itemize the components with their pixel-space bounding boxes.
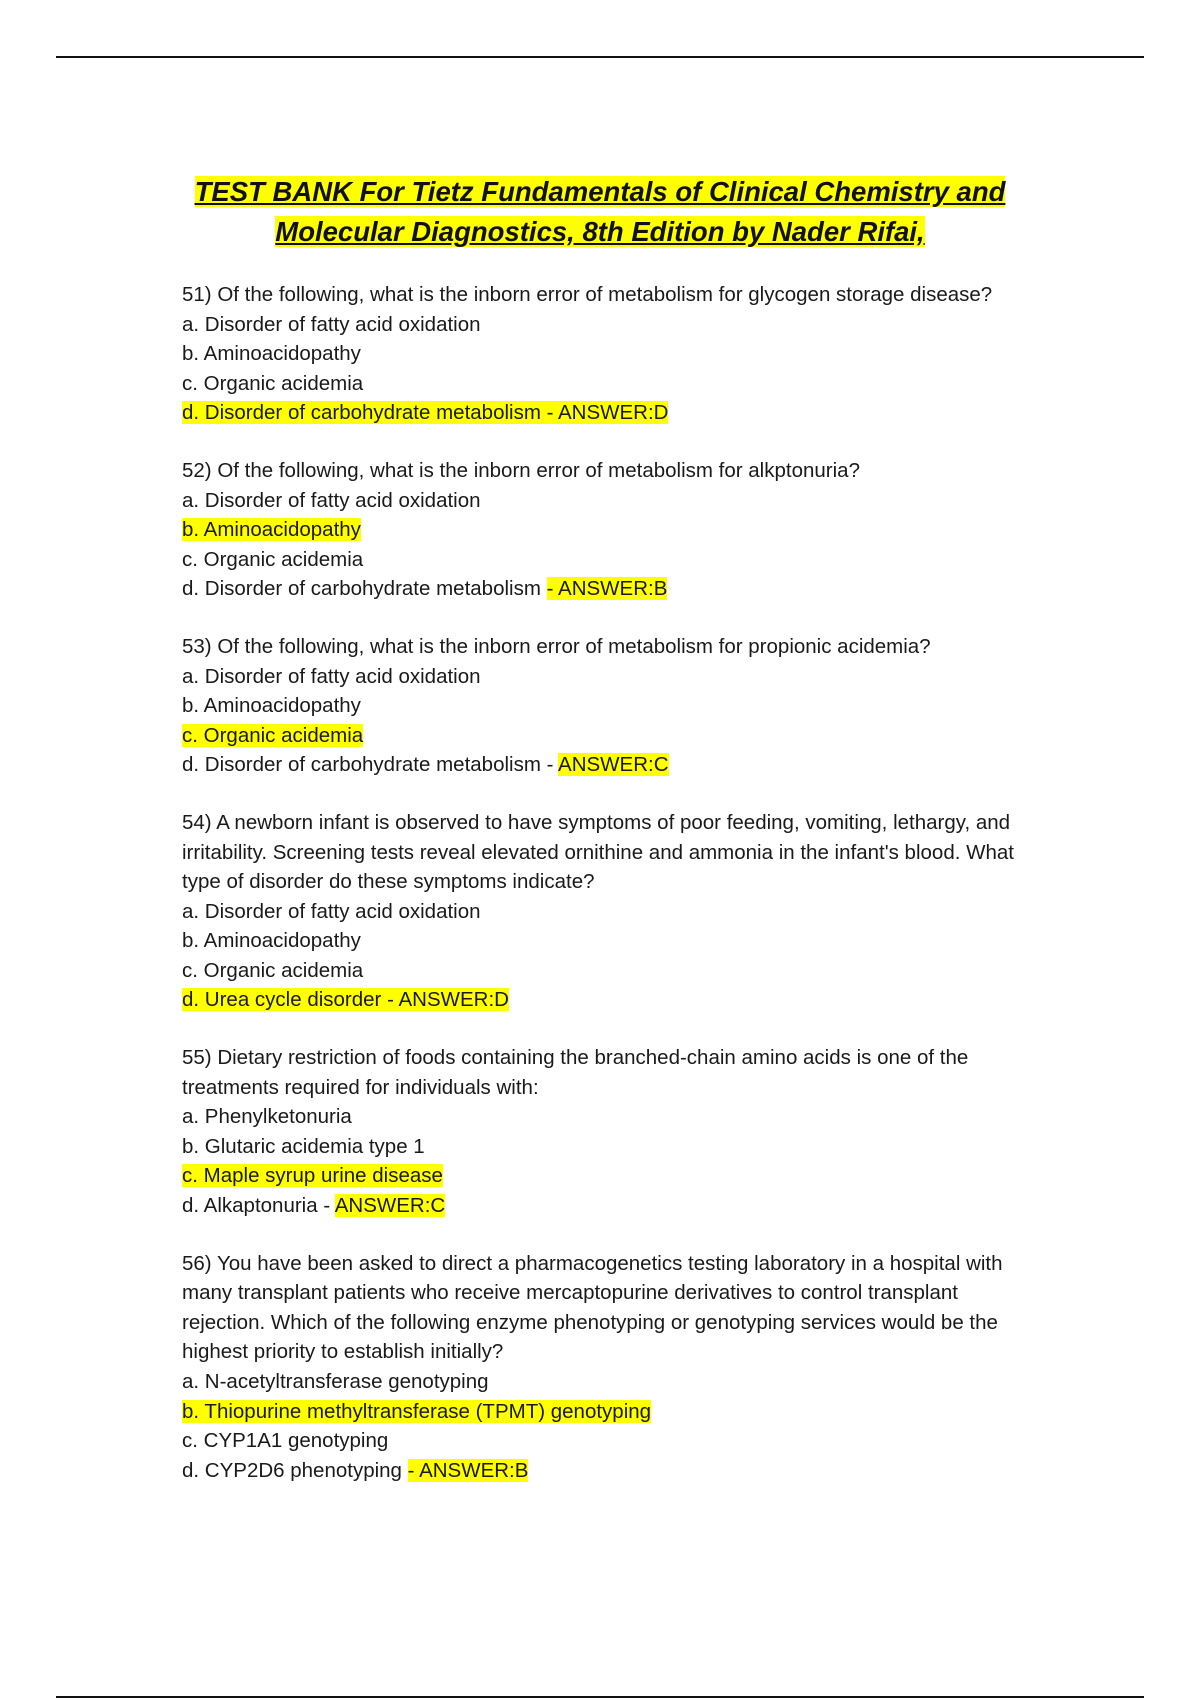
option-a: a. Disorder of fatty acid oxidation — [182, 899, 481, 923]
question-text: 51) Of the following, what is the inborn error of metabolism for glycogen storage disease? — [182, 283, 993, 306]
question-55 — [182, 1043, 1022, 1221]
option-b — [182, 515, 1022, 545]
option-d-text: d. CYP2D6 phenotyping — [182, 1458, 402, 1482]
option-a: a. Phenylketonuria — [182, 1105, 352, 1129]
answer-highlight: b. Aminoacidopathy — [182, 518, 361, 542]
question-list — [182, 280, 1022, 1513]
option-d — [182, 1456, 1022, 1486]
option-a: a. Disorder of fatty acid oxidation — [182, 488, 481, 512]
answer-highlight: b. Thiopurine methyltransferase (TPMT) genotyping — [182, 1399, 652, 1423]
option-a: a. Disorder of fatty acid oxidation — [182, 312, 481, 336]
question-text: 56) You have been asked to direct a pharmacogenetics testing laboratory in a hospital with many transplant patients who receive mercaptopurine derivatives to control transplant rejection. Which of the following enzyme phenotyping or genotyping services would be the highest priority to establish initially? — [182, 1251, 1003, 1364]
title-line-2: Molecular Diagnostics, 8th Edition by Nader Rifai, — [275, 216, 925, 247]
question-text: 55) Dietary restriction of foods containing the branched-chain amino acids is one of the treatments required for individuals with: — [182, 1046, 969, 1099]
option-d-text: d. Disorder of carbohydrate metabolism — [182, 577, 541, 601]
question-text: 52) Of the following, what is the inborn error of metabolism for alkptonuria? — [182, 458, 860, 482]
bottom-rule — [56, 1696, 1144, 1698]
option-c: c. CYP1A1 genotyping — [182, 1429, 389, 1453]
answer-label: ANSWER:C — [558, 753, 669, 777]
page-title — [120, 172, 1080, 252]
option-d — [182, 985, 1022, 1015]
answer-highlight: d. Urea cycle disorder - ANSWER:D — [182, 988, 509, 1012]
option-d-text: d. Alkaptonuria — [182, 1194, 318, 1218]
question-56 — [182, 1249, 1022, 1486]
option-d-text: d. Disorder of carbohydrate metabolism - — [182, 753, 554, 777]
top-rule — [56, 56, 1144, 58]
option-b — [182, 1397, 1022, 1427]
answer-dash: - — [323, 1194, 331, 1218]
option-b: b. Aminoacidopathy — [182, 694, 361, 718]
answer-label: - ANSWER:B — [546, 577, 668, 601]
title-line-1: TEST BANK For Tietz Fundamentals of Clinical Chemistry and — [194, 176, 1006, 207]
answer-label: ANSWER:C — [334, 1194, 446, 1218]
question-text: 53) Of the following, what is the inborn error of metabolism for propionic acidemia? — [182, 634, 931, 658]
question-53 — [182, 632, 1022, 780]
option-c — [182, 1161, 1022, 1191]
answer-highlight: d. Disorder of carbohydrate metabolism - ANSWER:D — [182, 401, 669, 425]
answer-highlight: c. Maple syrup urine disease — [182, 1164, 443, 1188]
option-a: a. N-acetyltransferase genotyping — [182, 1370, 489, 1393]
question-52 — [182, 456, 1022, 604]
option-b: b. Aminoacidopathy — [182, 929, 361, 953]
answer-label: - ANSWER:B — [407, 1458, 529, 1482]
option-b: b. Glutaric acidemia type 1 — [182, 1134, 425, 1158]
option-b: b. Aminoacidopathy — [182, 342, 361, 366]
question-54 — [182, 808, 1022, 1015]
option-d — [182, 574, 1022, 604]
option-d — [182, 750, 1022, 780]
option-d — [182, 398, 1022, 428]
answer-highlight: c. Organic acidemia — [182, 723, 364, 747]
option-c: c. Organic acidemia — [182, 371, 364, 395]
question-text: 54) A newborn infant is observed to have symptoms of poor feeding, vomiting, lethargy, and irritability. Screening tests reveal elevated ornithine and ammonia in the infant's blood. What type of disorder do these symptoms indicate? — [182, 810, 1014, 894]
option-c: c. Organic acidemia — [182, 547, 364, 571]
question-51 — [182, 280, 1022, 428]
option-a: a. Disorder of fatty acid oxidation — [182, 664, 481, 688]
option-c: c. Organic acidemia — [182, 958, 364, 982]
option-c — [182, 721, 1022, 751]
option-d — [182, 1191, 1022, 1221]
